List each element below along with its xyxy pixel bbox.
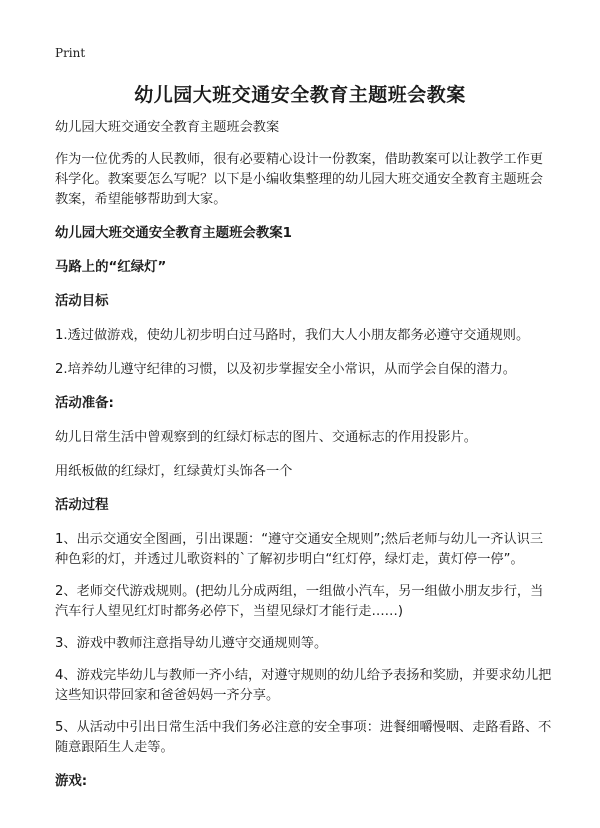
- process-step-3: 3、游戏中教师注意指导幼儿遵守交通规则等。: [55, 636, 328, 651]
- process-heading: 活动过程: [55, 498, 109, 513]
- game-heading: 游戏:: [55, 774, 88, 789]
- print-link[interactable]: Print: [55, 46, 86, 60]
- process-step-1: 1、出示交通安全图画，引出课题：“遵守交通安全规则”;然后老师与幼儿一齐认识三种色彩的灯，并透过儿歌资料的`了解初步明白“红灯停，绿灯走，黄灯停一停”。: [55, 532, 544, 567]
- section-heading: 幼儿园大班交通安全教育主题班会教案1: [55, 226, 292, 241]
- subtitle: 幼儿园大班交通安全教育主题班会教案: [55, 120, 280, 135]
- lesson-title: 马路上的“红绿灯”: [55, 260, 167, 275]
- goal-item-1: 1.透过做游戏，使幼儿初步明白过马路时，我们大人小朋友都务必遵守交通规则。: [55, 328, 530, 343]
- process-step-5: 5、从活动中引出日常生活中我们务必注意的安全事项：进餐细嚼慢咽、走路看路、不随意跟陌生人走等。: [55, 720, 552, 755]
- article-body: [55, 118, 552, 792]
- goal-item-2: 2.培养幼儿遵守纪律的习惯，以及初步掌握安全小常识，从而学会自保的潜力。: [55, 362, 516, 377]
- prep-heading: 活动准备:: [55, 396, 114, 411]
- prep-item-1: 幼儿日常生活中曾观察到的红绿灯标志的图片、交通标志的作用投影片。: [55, 430, 477, 445]
- process-step-4: 4、游戏完毕幼儿与教师一齐小结，对遵守规则的幼儿给予表扬和奖励，并要求幼儿把这些知识带回家和爸爸妈妈一齐分享。: [55, 668, 552, 703]
- process-step-2: 2、老师交代游戏规则。(把幼儿分成两组，一组做小汽车，另一组做小朋友步行，当汽车行人望见红灯时都务必停下，当望见绿灯才能行走……): [55, 584, 544, 619]
- page-title: 幼儿园大班交通安全教育主题班会教案: [134, 84, 466, 106]
- goals-heading: 活动目标: [55, 294, 109, 309]
- prep-item-2: 用纸板做的红绿灯，红绿黄灯头饰各一个: [55, 464, 293, 479]
- intro-paragraph: 作为一位优秀的人民教师，很有必要精心设计一份教案，借助教案可以让教学工作更科学化。教案要怎么写呢？以下是小编收集整理的幼儿园大班交通安全教育主题班会教案，希望能够帮助到大家。: [55, 152, 543, 207]
